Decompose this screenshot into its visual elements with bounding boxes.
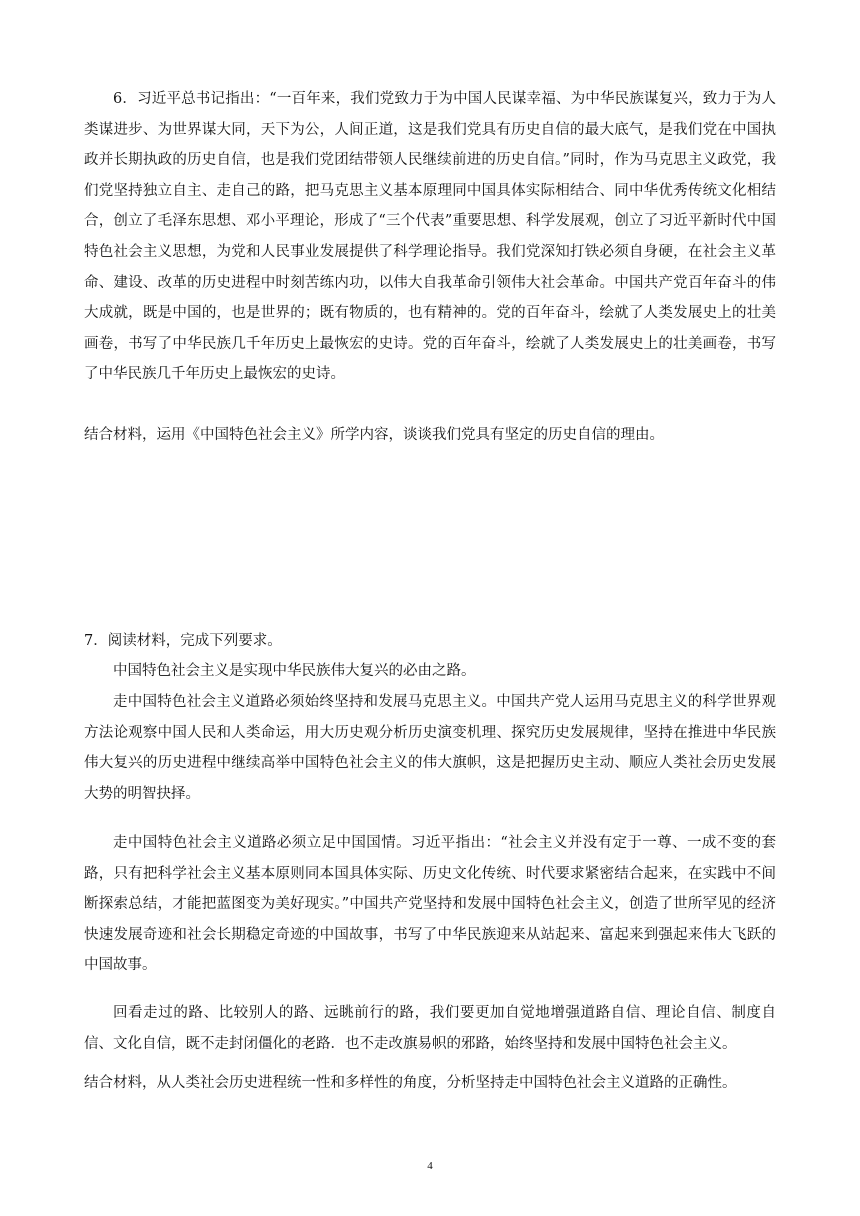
page-number: 4 bbox=[427, 1160, 433, 1172]
q7-heading: 7．阅读材料，完成下列要求。 bbox=[84, 633, 282, 649]
q6-question: 结合材料，运用《中国特色社会主义》所学内容，谈谈我们党具有坚定的历史自信的理由。 bbox=[84, 427, 664, 443]
q7-paragraph-4: 回看走过的路、比较别人的路、远眺前行的路，我们要更加自觉地增强道路自信、理论自信、制度自信、文化自信，既不走封闭僵化的老路．也不走改旗易帜的邪路，始终坚持和发展中国特色社会主义。 bbox=[84, 1005, 776, 1052]
q6-material: 6．习近平总书记指出：“一百年来，我们党致力于为中国人民谋幸福、为中华民族谋复兴，致力于为人类谋进步、为世界谋大同，天下为公，人间正道，这是我们党具有历史自信的最大底气，是我们党在中国执政并长期执政的历史自信，也是我们党团结带领人民继续前进的历史自信。”同时，作为马克思主义政党，我们党坚持独立自主、走自己的路，把马克思主义基本原理同中国具体实际相结合、同中华优秀传统文化相结合，创立了毛泽东思想、邓小平理论，形成了“三个代表”重要思想、科学发展观，创立了习近平新时代中国特色社会主义思想，为党和人民事业发展提供了科学理论指导。我们党深知打铁必须自身硬，在社会主义革命、建设、改革的历史进程中时刻苦练内功，以伟大自我革命引领伟大社会革命。中国共产党百年奋斗的伟大成就，既是中国的，也是世界的；既有物质的，也有精神的。党的百年奋斗，绘就了人类发展史上的壮美画卷，书写了中华民族几千年历史上最恢宏的史诗。党的百年奋斗，绘就了人类发展史上的壮美画卷，书写了中华民族几千年历史上最恢宏的史诗。 bbox=[84, 91, 776, 383]
q7-paragraph-2: 走中国特色社会主义道路必须始终坚持和发展马克思主义。中国共产党人运用马克思主义的科学世界观方法论观察中国人民和人类命运，用大历史观分析历史演变机理、探究历史发展规律，坚持在推进中华民族伟大复兴的历史进程中继续高举中国特色社会主义的伟大旗帜，这是把握历史主动、顺应人类社会历史发展大势的明智抉择。 bbox=[84, 694, 776, 802]
q7-question: 结合材料，从人类社会历史进程统一性和多样性的角度，分析坚持走中国特色社会主义道路的正确性。 bbox=[84, 1075, 737, 1091]
q7-paragraph-3: 走中国特色社会主义道路必须立足中国国情。习近平指出：“社会主义并没有定于一尊、一成不变的套路，只有把科学社会主义基本原则同本国具体实际、历史文化传统、时代要求紧密结合起来，在实践中不间断探索总结，才能把蓝图变为美好现实。”中国共产党坚持和发展中国特色社会主义，创造了世所罕见的经济快速发展奇迹和社会长期稳定奇迹的中国故事，书写了中华民族迎来从站起来、富起来到强起来伟大飞跃的中国故事。 bbox=[84, 835, 776, 974]
q7-paragraph-1: 中国特色社会主义是实现中华民族伟大复兴的必由之路。 bbox=[113, 663, 476, 679]
